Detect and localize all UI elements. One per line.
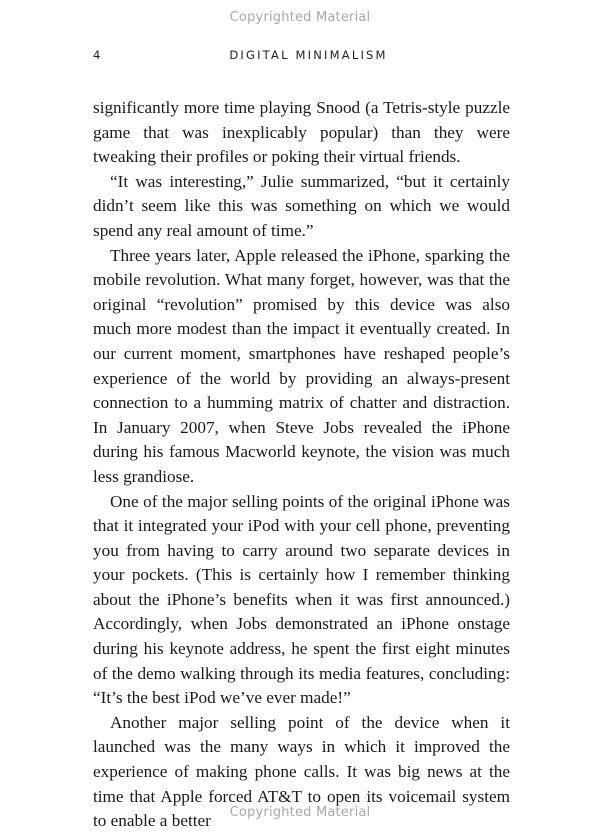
page-number: 4 <box>93 48 103 62</box>
paragraph: Another major selling point of the device when it launched was the many ways in which it improved the experience of making phone calls. It was big news at the time that Apple forced AT&T to open its voicemail system to enable a better <box>93 712 510 831</box>
book-title: DIGITAL MINIMALISM <box>229 48 388 62</box>
running-head <box>93 48 510 66</box>
paragraph: “It was interesting,” Julie summarized, “but it certainly didn’t seem like this was something on which we would spend any real amount of time.” <box>93 171 510 240</box>
body-text <box>93 96 510 834</box>
paragraph: Three years later, Apple released the iPhone, sparking the mobile revolution. What many forget, however, was that the original “revolution” promised by this device was also much more modest than the impact it eventually created. In our current moment, smartphones have reshaped people’s experience of the world by providing an always-present connection to a humming matrix of chatter and distraction. In January 2007, when Steve Jobs revealed the iPhone during his famous Macworld keynote, the vision was much less grandiose. <box>93 245 510 486</box>
paragraph: significantly more time playing Snood (a Tetris-style puzzle game that was inexplicably popular) than they were tweaking their profiles or poking their virtual friends. <box>93 98 510 167</box>
copyright-watermark-top: Copyrighted Material <box>229 10 371 25</box>
paragraph: One of the major selling points of the original iPhone was that it integrated your iPod with your cell phone, preventing you from having to carry around two separate devices in your pockets. (This is certainly how I remember thinking about the iPhone’s benefits when it was first announced.) Accordingly, when Jobs demonstrated an iPhone onstage during his keynote address, he spent the first eight minutes of the demo walking through its media features, concluding: “It’s the best iPod we’ve ever made!” <box>93 491 510 708</box>
copyright-watermark-bottom: Copyrighted Material <box>229 805 371 820</box>
